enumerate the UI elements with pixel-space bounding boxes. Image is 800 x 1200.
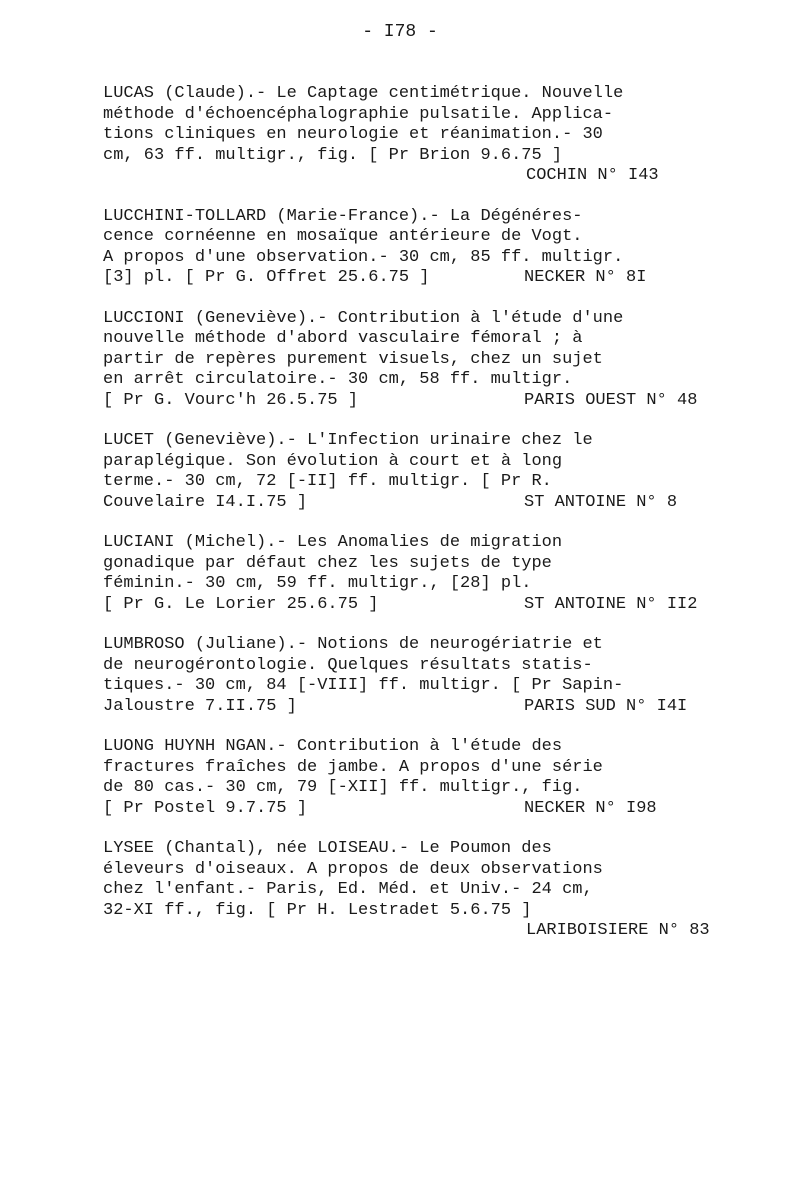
entry-line: LUCET (Geneviève).- L'Infection urinaire chez le	[103, 431, 593, 450]
entry-line-end: Couvelaire I4.I.75 ]	[103, 492, 308, 512]
faculty-code: COCHIN N° I43	[526, 166, 659, 185]
thesis-entry	[103, 309, 723, 412]
entry-line: nouvelle méthode d'abord vasculaire fémoral ; à	[103, 329, 583, 348]
entry-line: LUMBROSO (Juliane).- Notions de neurogériatrie et	[103, 635, 603, 654]
entry-line: cm, 63 ff. multigr., fig. [ Pr Brion 9.6.75 ]	[103, 145, 563, 165]
faculty-code: LARIBOISIERE N° 83	[526, 921, 710, 940]
thesis-entry	[103, 839, 723, 942]
thesis-entry	[103, 635, 723, 717]
thesis-entry	[103, 737, 723, 819]
page-number: - I78 -	[362, 22, 438, 42]
faculty-code: ST ANTOINE N° II2	[524, 594, 698, 614]
entry-line-end: [ Pr G. Vourc'h 26.5.75 ]	[103, 390, 359, 410]
entry-line: chez l'enfant.- Paris, Ed. Méd. et Univ.- 24 cm,	[103, 880, 593, 899]
entry-line-end: [3] pl. [ Pr G. Offret 25.6.75 ]	[103, 268, 430, 287]
thesis-entry	[103, 207, 723, 289]
faculty-code: NECKER N° 8I	[524, 268, 647, 287]
entry-last-line	[103, 268, 723, 289]
entry-line: tiques.- 30 cm, 84 [-VIII] ff. multigr. [ Pr Sapin-	[103, 676, 624, 695]
entry-line: LUCAS (Claude).- Le Captage centimétrique. Nouvelle	[103, 84, 624, 103]
thesis-entry	[103, 431, 723, 513]
entry-line: tions cliniques en neurologie et réanimation.- 30	[103, 125, 603, 144]
entry-line: LUCCIONI (Geneviève).- Contribution à l'étude d'une	[103, 308, 624, 328]
thesis-entry	[103, 84, 723, 187]
entry-line: partir de repères purement visuels, chez un sujet	[103, 349, 603, 369]
entry-line: cence cornéenne en mosaïque antérieure de Vogt.	[103, 227, 583, 246]
entry-line: de neurogérontologie. Quelques résultats statis-	[103, 655, 593, 675]
entry-line-end: [ Pr G. Le Lorier 25.6.75 ]	[103, 594, 379, 614]
entry-last-line	[103, 697, 723, 718]
entry-line: de 80 cas.- 30 cm, 79 [-XII] ff. multigr., fig.	[103, 778, 583, 797]
entry-line: féminin.- 30 cm, 59 ff. multigr., [28] pl.	[103, 574, 532, 593]
entry-line: LUONG HUYNH NGAN.- Contribution à l'étude des	[103, 737, 563, 756]
entry-line: LYSEE (Chantal), née LOISEAU.- Le Poumon des	[103, 839, 552, 858]
thesis-entries	[103, 84, 723, 962]
entry-last-line	[103, 595, 723, 616]
faculty-code: ST ANTOINE N° 8	[524, 492, 678, 512]
faculty-code: PARIS SUD N° I4I	[524, 696, 688, 716]
entry-line: terme.- 30 cm, 72 [-II] ff. multigr. [ Pr R.	[103, 472, 552, 491]
faculty-code: PARIS OUEST N° 48	[524, 390, 698, 410]
entry-last-line	[103, 799, 723, 820]
entry-line: A propos d'une observation.- 30 cm, 85 ff. multigr.	[103, 247, 624, 267]
entry-last-line	[103, 493, 723, 514]
entry-line: 32-XI ff., fig. [ Pr H. Lestradet 5.6.75 ]	[103, 900, 532, 920]
entry-line: fractures fraîches de jambe. A propos d'une série	[103, 757, 603, 777]
thesis-entry	[103, 533, 723, 615]
entry-line: LUCIANI (Michel).- Les Anomalies de migration	[103, 533, 563, 552]
entry-line: paraplégique. Son évolution à court et à long	[103, 451, 563, 471]
entry-line: en arrêt circulatoire.- 30 cm, 58 ff. multigr.	[103, 370, 573, 389]
entry-last-line	[103, 391, 723, 412]
entry-line: gonadique par défaut chez les sujets de type	[103, 553, 552, 573]
entry-line-end: Jaloustre 7.II.75 ]	[103, 696, 297, 716]
entry-line: LUCCHINI-TOLLARD (Marie-France).- La Dégénéres-	[103, 206, 583, 226]
entry-line: méthode d'échoencéphalographie pulsatile. Applica-	[103, 104, 614, 124]
entry-line-end: [ Pr Postel 9.7.75 ]	[103, 798, 308, 818]
entry-line: éleveurs d'oiseaux. A propos de deux observations	[103, 859, 603, 879]
faculty-code: NECKER N° I98	[524, 798, 657, 818]
